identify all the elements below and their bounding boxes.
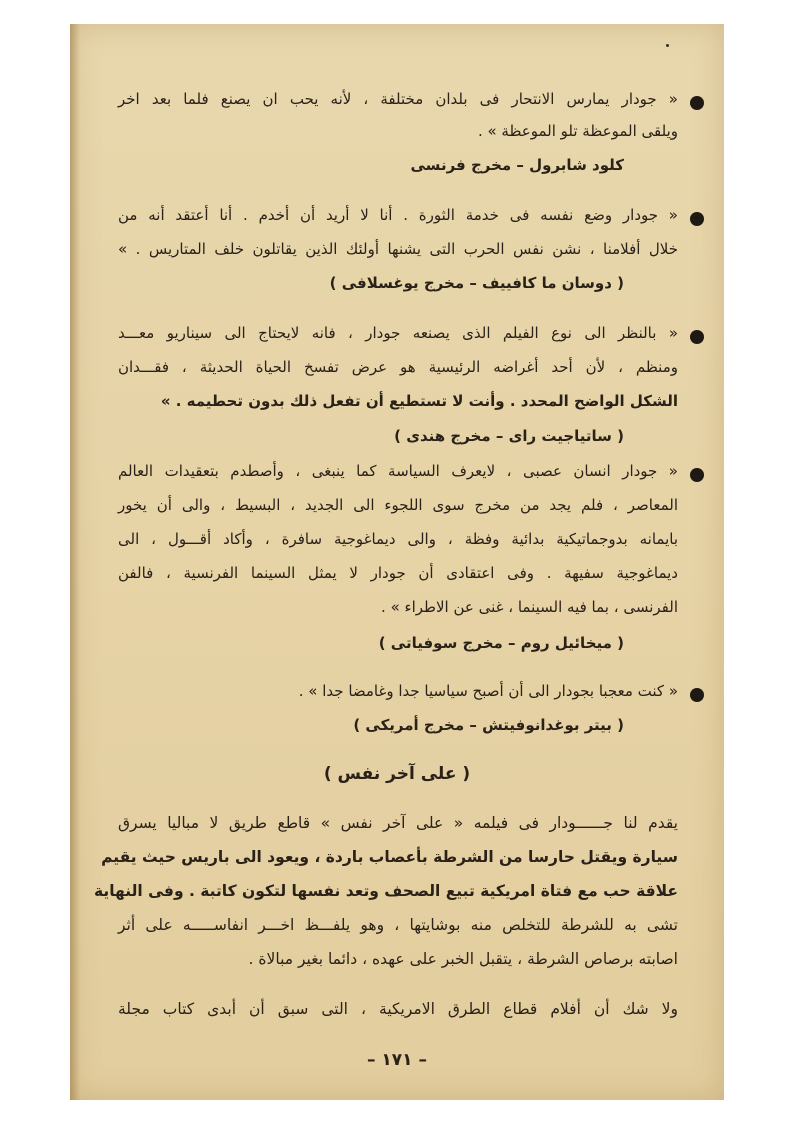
quote-3-line-1: « بالنظر الى نوع الفيلم الذى يصنعه جودار ، فانه لايحتاج الى سيناريو معـــد — [118, 324, 678, 342]
bullet-icon — [690, 468, 704, 482]
bullet-icon — [690, 330, 704, 344]
quote-4-line-5: الفرنسى ، بما فيه السينما ، غنى عن الاطراء » . — [381, 598, 678, 616]
quote-4-line-1: « جودار انسان عصبى ، لايعرف السياسة كما ينبغى ، وأصطدم بتعقيدات العالم — [118, 462, 678, 480]
bullet-icon — [690, 96, 704, 110]
paragraph-1-line-5: اصابته برصاص الشرطة ، يتقبل الخبر على عهده ، دائما بغير مبالاة . — [248, 950, 678, 968]
page-number: – ١٧١ – — [367, 1050, 427, 1070]
quote-4-line-4: ديماغوجية سفيهة . وفى اعتقادى أن جودار لا يمثل السينما الفرنسية ، فالفن — [118, 564, 678, 582]
quote-2-line-1: « جودار وضع نفسه فى خدمة الثورة . أنا لا أريد أن أخدم . أنا أعتقد أنه من — [118, 206, 678, 224]
paragraph-1-line-1: يقدم لنا جــــــودار فى فيلمه « على آخر نفس » قاطع طريق لا مباليا يسرق — [118, 814, 678, 832]
speck — [666, 44, 669, 47]
quote-1-attribution: كلود شابرول – مخرج فرنسى — [410, 156, 624, 174]
quote-3-line-3: الشكل الواضح المحدد . وأنت لا تستطيع أن تفعل ذلك بدون تحطيمه . » — [160, 392, 678, 410]
quote-5-attribution: ( بيتر بوغدانوفيتش – مخرج أمريكى ) — [353, 716, 624, 734]
bullet-icon — [690, 212, 704, 226]
quote-3-line-2: ومنظم ، لأن أحد أغراضه الرئيسية هو عرض تفسخ الحياة الحديثة ، فقـــدان — [118, 358, 678, 376]
quote-4-line-2: المعاصر ، فلم يجد من مخرج سوى اللجوء الى الجديد ، البسيط ، والى أن يخور — [118, 496, 678, 514]
bullet-icon — [690, 688, 704, 702]
quote-2-line-2: خلال أفلامنا ، نشن نفس الحرب التى يشنها أولئك الذين يقاتلون خلف المتاريس . » — [118, 240, 678, 258]
paragraph-1-line-4: تشى به للشرطة للتخلص منه بوشايتها ، وهو يلفـــظ اخـــر انفاســـــه على أثر — [118, 916, 678, 934]
quote-2-attribution: ( دوسان ما كافييف – مخرج يوغسلافى ) — [329, 274, 624, 292]
book-page — [70, 24, 724, 1100]
quote-3-attribution: ( ساتياجيت راى – مخرج هندى ) — [394, 427, 624, 445]
paragraph-2-line-1: ولا شك أن أفلام قطاع الطرق الامريكية ، التى سبق أن أبدى كتاب مجلة — [118, 1000, 678, 1018]
quote-5-line-1: « كنت معجبا بجودار الى أن أصبح سياسيا جدا وغامضا جدا » . — [298, 682, 678, 700]
paragraph-1-line-3: علاقة حب مع فتاة امريكية تبيع الصحف وتعد نفسها لتكون كاتبة . وفى النهاية — [93, 882, 678, 900]
paragraph-1-line-2: سيارة ويقتل حارسا من الشرطة بأعصاب باردة ، ويعود الى باريس حيث يقيم — [101, 848, 678, 866]
quote-4-line-3: بايمانه بدوجماتيكية بدائية وفظة ، والى ديماغوجية سافرة ، وأكاد أقـــول ، الى — [118, 530, 678, 548]
quote-1-line-1: « جودار يمارس الانتحار فى بلدان مختلفة ، لأنه يحب ان يصنع فلما بعد اخر — [118, 90, 678, 108]
quote-1-line-2: ويلقى الموعظة تلو الموعظة » . — [477, 122, 678, 140]
section-heading: ( على آخر نفس ) — [323, 764, 471, 784]
quote-4-attribution: ( ميخائيل روم – مخرج سوفياتى ) — [378, 634, 624, 652]
